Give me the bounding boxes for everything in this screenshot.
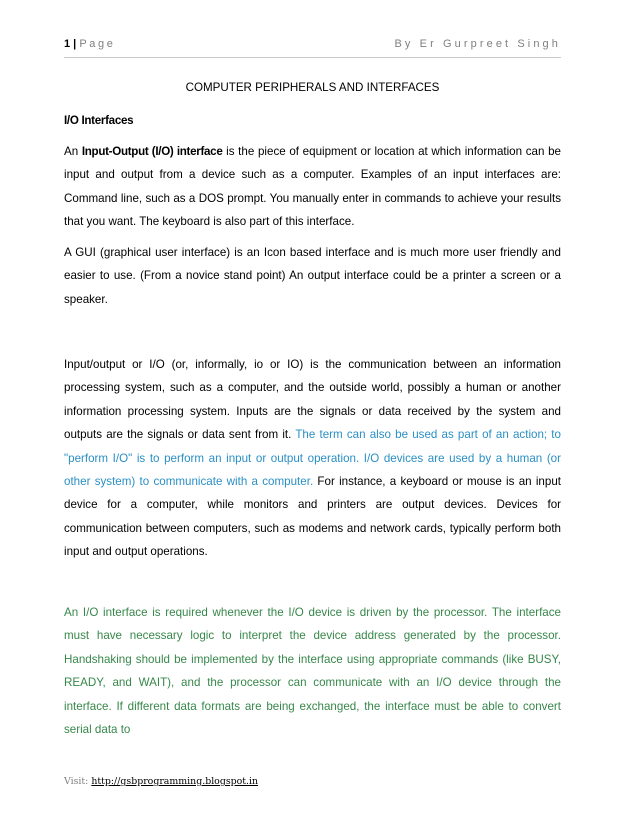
footer-link[interactable]: http://gsbprogramming.blogspot.in (91, 776, 259, 787)
author-name: By Er Gurpreet Singh (394, 38, 561, 50)
page-footer (64, 776, 258, 787)
page-separator: | (70, 38, 80, 50)
document-title: COMPUTER PERIPHERALS AND INTERFACES (185, 81, 440, 94)
p1-rest: is the piece of equipment or location at which information can be input and output from a device such as a computer. Examples of an input interfaces are: Command line, such as a DOS prompt. You manually enter in commands to achieve your results that you want. The keyboard is also part of this interface. (64, 145, 561, 229)
p1-term: Input-Output (I/O) interface (81, 145, 223, 158)
page-number: 1 (64, 38, 71, 50)
paragraph-io-interface: An I/O interface is required whenever the I/O device is driven by the processor. The interface must have necessary logic to interpret the device address generated by the processor. Handshaking should be implemented by the interface using appropriate commands (like BUSY, READY, and WAIT), and the processor can communicate with an I/O device through the interface. If different data formats are being exchanged, the interface must be able to convert serial data to (64, 606, 561, 737)
page-number-group (64, 37, 115, 51)
page-header (64, 37, 561, 58)
p3-part2-highlight: The term can also be used as part of an action; to "perform I/O" is to perform an input or output operation. I/O devices are used by a human (or other system) to communicate with a computer. (64, 428, 561, 489)
footer-label: Visit: (64, 776, 92, 787)
p3-part1: Input/output or I/O (or, informally, io or IO) is the communication between an information processing system, such as a computer, and the outside world, possibly a human or another information processing system. Inputs are the signals or data received by the system and outputs are the signals or data sent from it. (64, 358, 561, 442)
p3-part3: For instance, a keyboard or mouse is an input device for a computer, while monitors and printers are output devices. Devices for communication between computers, such as modems and network cards, typically perform both input and output operations. (64, 475, 561, 559)
page-label: Page (79, 38, 116, 50)
paragraph-definition (64, 140, 561, 234)
section-heading: I/O Interfaces (64, 114, 134, 127)
p1-prefix: An (64, 145, 82, 158)
paragraph-io-communication (64, 353, 561, 564)
paragraph-gui: A GUI (graphical user interface) is an Icon based interface and is much more user friendly and easier to use. (From a novice stand point) An output interface could be a printer a screen or a speaker. (64, 246, 561, 306)
